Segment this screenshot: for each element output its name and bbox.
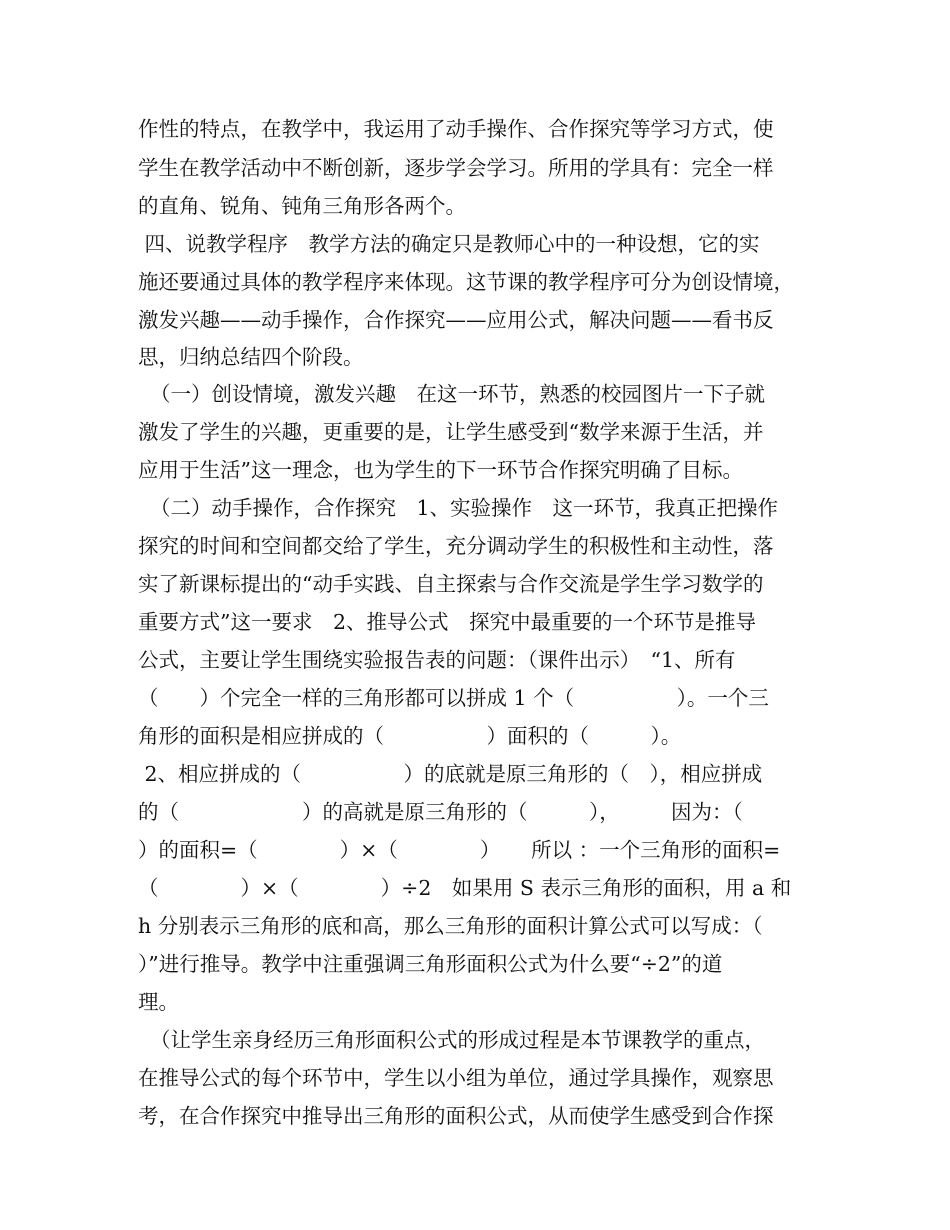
paragraph-line: 实了新课标提出的“动手实践、自主探索与合作交流是学生学习数学的: [138, 572, 764, 596]
paragraph-line: h 分别表示三角形的底和高，那么三角形的面积计算公式可以写成：（: [138, 914, 763, 938]
paragraph-line: 的（ ）的高就是原三角形的（ ）， 因为：（: [138, 800, 743, 824]
paragraph-line: ）”进行推导。教学中注重强调三角形面积公式为什么要“÷2”的道: [138, 952, 723, 976]
paragraph-line: 在推导公式的每个环节中，学生以小组为单位，通过学具操作，观察思: [138, 1066, 774, 1090]
paragraph-line: 学生在教学活动中不断创新，逐步学会学习。所用的学具有：完全一样: [138, 156, 774, 180]
paragraph-line: （一）创设情境，激发兴趣 在这一环节，熟悉的校园图片一下子就: [150, 382, 765, 406]
paragraph-line: 公式，主要让学生围绕实验报告表的问题：（课件出示） “1、所有: [138, 648, 736, 672]
paragraph-line: 考，在合作探究中推导出三角形的面积公式，从而使学生感受到合作探: [138, 1104, 774, 1128]
paragraph-line: （ ）×（ ）÷2 如果用 S 表示三角形的面积，用 a 和: [138, 876, 792, 900]
paragraph-line: ）的面积=（ ）×（ ） 所以 ：一个三角形的面积=: [138, 838, 781, 862]
paragraph-line: 作性的特点，在教学中，我运用了动手操作、合作探究等学习方式，使: [138, 117, 774, 141]
paragraph-line: （ ）个完全一样的三角形都可以拼成 1 个（ ）。一个三: [138, 686, 769, 710]
paragraph-line: 应用于生活”这一理念，也为学生的下一环节合作探究明确了目标。: [138, 458, 743, 482]
paragraph-line: 激发了学生的兴趣，更重要的是，让学生感受到“数学来源于生活，并: [138, 420, 764, 444]
paragraph-line: 的直角、锐角、钝角三角形各两个。: [138, 194, 466, 218]
paragraph-line: 施还要通过具体的教学程序来体现。这节课的教学程序可分为创设情境，: [138, 270, 794, 294]
paragraph-line: 思，归纳总结四个阶段。: [138, 345, 364, 369]
paragraph-line: （让学生亲身经历三角形面积公式的形成过程是本节课教学的重点，: [150, 1028, 765, 1052]
paragraph-line: 激发兴趣——动手操作，合作探究——应用公式，解决问题——看书反: [138, 308, 774, 332]
paragraph-line: 理。: [138, 990, 179, 1014]
paragraph-line: 探究的时间和空间都交给了学生，充分调动学生的积极性和主动性，落: [138, 534, 774, 558]
paragraph-line: （二）动手操作，合作探究 1、实验操作 这一环节，我真正把操作: [150, 496, 779, 520]
paragraph-line: 四、说教学程序 教学方法的确定只是教师心中的一种设想，它的实: [138, 232, 760, 256]
paragraph-line: 角形的面积是相应拼成的（ ）面积的（ ）。: [138, 724, 682, 748]
paragraph-line: 2、相应拼成的（ ）的底就是原三角形的（ ），相应拼成: [138, 762, 763, 786]
paragraph-line: 重要方式”这一要求 2、推导公式 探究中最重要的一个环节是推导: [138, 610, 757, 634]
